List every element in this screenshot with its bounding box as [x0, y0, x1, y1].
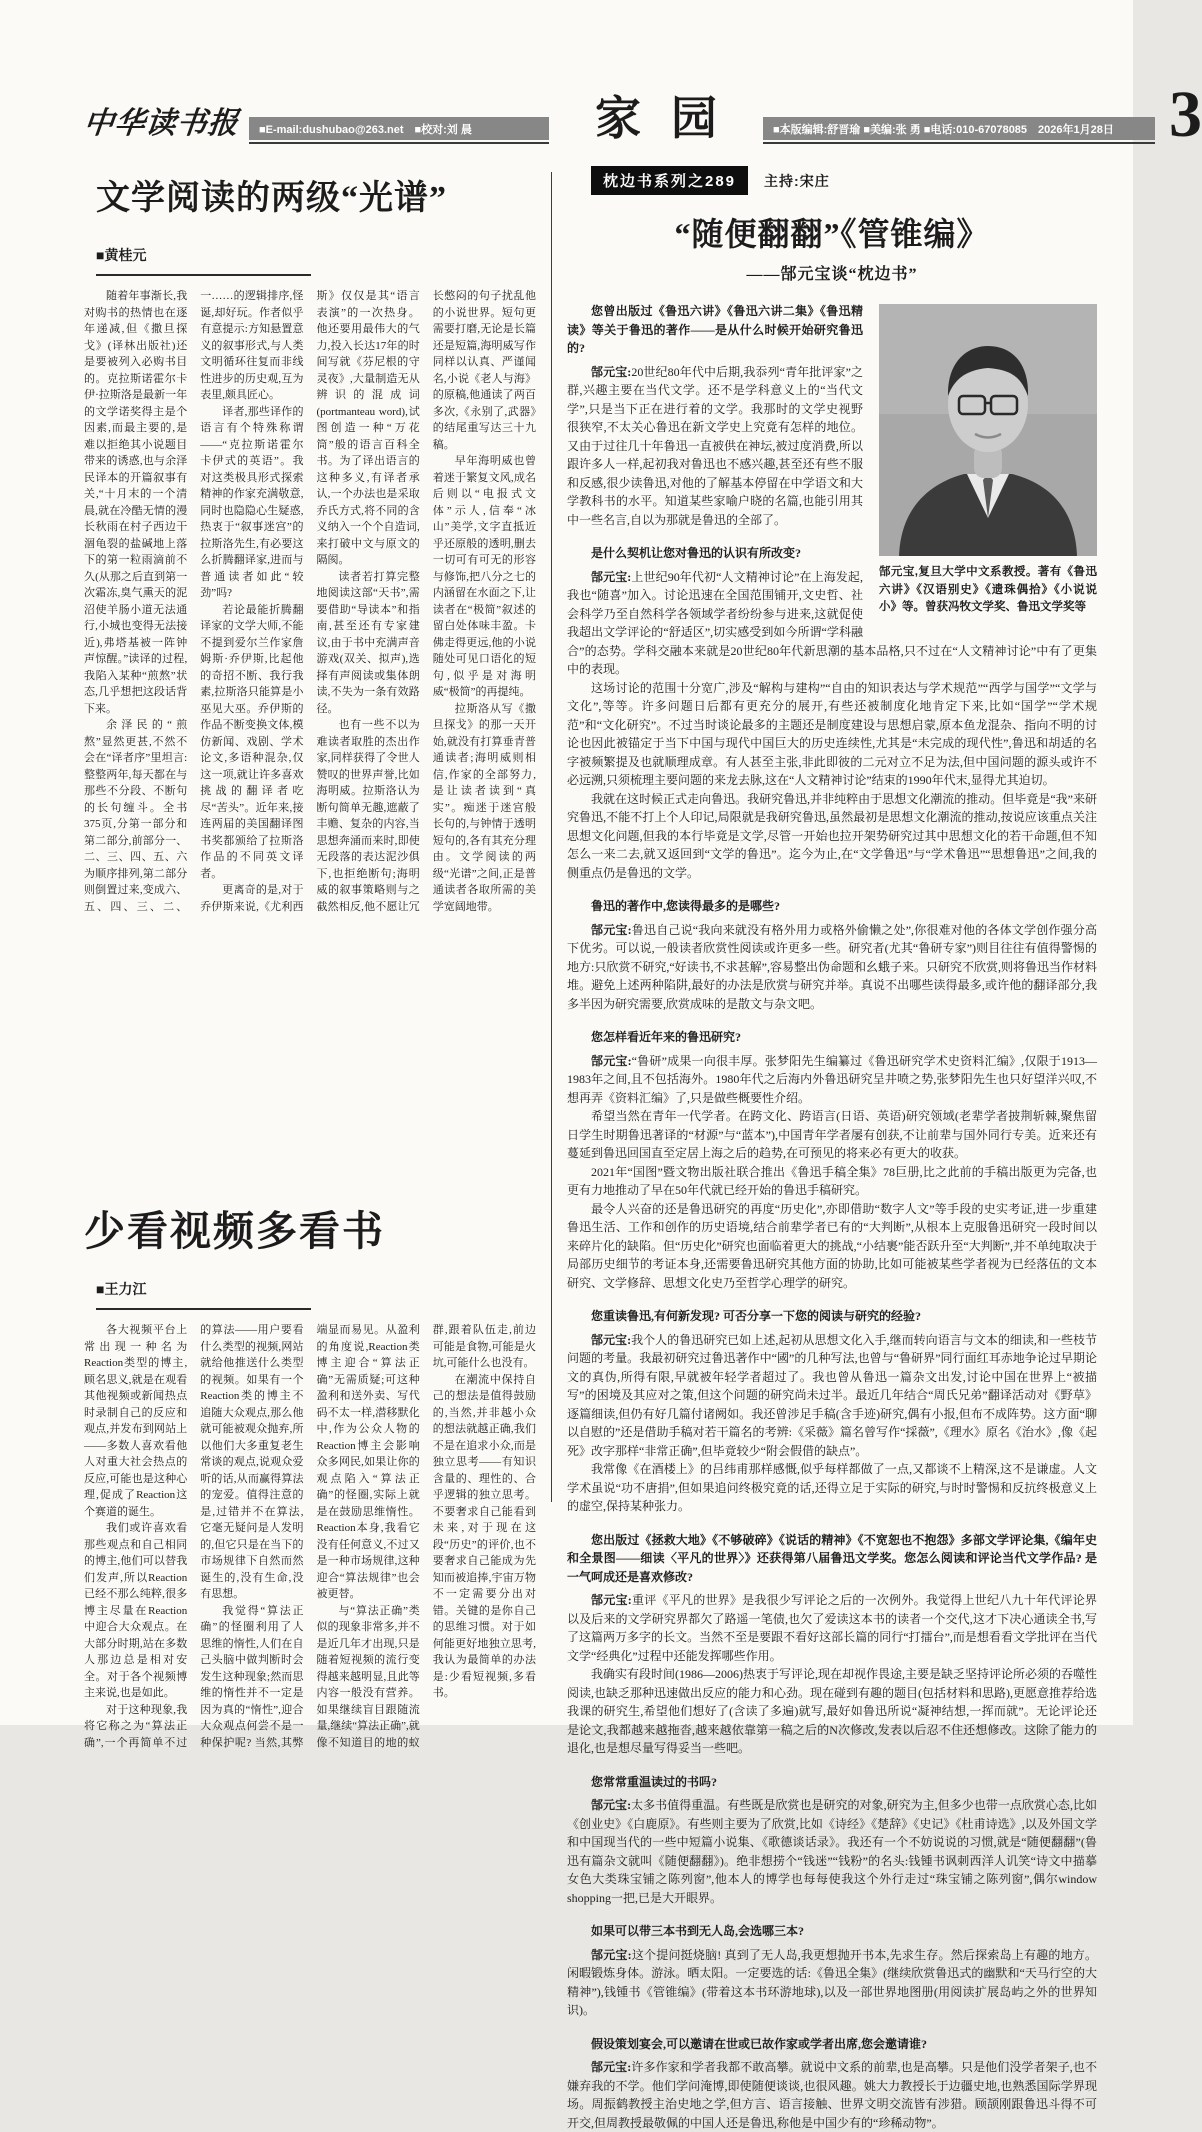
interview-answer-paragraph: 希望当然在青年一代学者。在跨文化、跨语言(日语、英语)研究领域(老辈学者披荆斩棘,聚焦留日学生时期鲁迅著译的“材源”与“蓝本”),中国青年学者屡有创获,不让前辈与国外同行专美。近来还有蔓延到鲁迅回国直至定居上海之后的趋势,在可预见的将来必有更大的收获。	[567, 1109, 1097, 1160]
article-paragraph: 我们或许喜欢看那些观点和自己相同的博主,他们可以替我们发声,所以Reaction已经不那么纯粹,很多博主尽量在Reaction中迎合大众观点。在大部分时期,站在多数人那边总是相对安全。对于各个视频博主来说,也是如此。	[84, 1522, 188, 1699]
article1-text	[84, 288, 536, 1168]
interviewee-name: 郜元宝:	[591, 1593, 632, 1607]
interview-question: 假设策划宴会,可以邀请在世或已故作家或学者出席,您会邀请谁?	[591, 2036, 928, 2051]
article-paragraph: 余泽民的“煎熬”显然更甚,不然不会在“译者序”里坦言:整整两年,每天都在与那些不分段、不断句的长句缠斗。全书375页,分第一部分和第二部分,前部分一、二、三、四、五、六为顺序排列,第二部分则倒置过来,变成六、五、四、三、二、一……的逻辑排序,怪诞,却好玩。作者似乎有意提示:方知悬置意义的叙事形式,与人类文明循环往复而非线性进步的历史观,互为表里,颇具匠心。	[84, 290, 304, 913]
interview-answer-paragraph: 郜元宝:“鲁研”成果一向很丰厚。张梦阳先生编纂过《鲁迅研究学术史资料汇编》,仅限于1913—1983年之间,且不包括海外。1980年代之后海内外鲁迅研究呈井喷之势,张梦阳先生也只好望洋兴叹,不想再弄《资料汇编》了,只是做些概要性介绍。	[567, 1053, 1097, 1105]
article-paragraph: 对于这种现象,我将它称之为“算法正确”,一个再简单不过的算法——用户要看什么类型的视频,网站就给他推送什么类型的视频。如果有一个Reaction类的博主不追随大众观点,那么他就可能被观众抛弃,所以他们大多重复老生常谈的观点,说观众爱听的话,从而赢得算法的宠爱。值得注意的是,过错并不在算法,它毫无疑问是人发明的,但它只是在当下的市场规律下自然而然诞生的,没有生命,没有思想。	[84, 1324, 304, 1749]
section-title: 家园	[595, 93, 747, 144]
essay2-byline: ■王力江	[96, 1279, 311, 1310]
interviewee-name: 郜元宝:	[591, 1053, 632, 1068]
interviewee-name: 郜元宝:	[591, 922, 632, 937]
paper-logo: 中华读书报	[82, 107, 241, 140]
article-paragraph: 在潮流中保持自己的想法是值得鼓励的,当然,并非越小众的想法就越正确,我们不是在追求小众,而是独立思考——有知识含量的、理性的、合乎逻辑的独立思考。不要奢求自己能看到未来,对于现在这段“历史”的评价,也不要奢求自己能成为先知而被追捧,宇宙万物不一定需要分出对错。关键的是你自己的思维习惯。对于如何能更好地独立思考,我认为最简单的办法是:少看短视频,多看书。	[432, 1373, 536, 1699]
interviewee-name: 郜元宝:	[591, 364, 632, 379]
main-content	[84, 166, 1097, 2132]
interview-answer-paragraph: 郜元宝:我个人的鲁迅研究已如上述,起初从思想文化入手,继而转向语言与文本的细读,和一些枝节问题的考量。我最初研究过鲁迅著作中“國”的几种写法,也曾与“鲁研界”同行面红耳赤地争论过早期论文的真伪,所得有限,早就被年轻学者超过了。我也曾从鲁迅一篇杂文出发,讨论中国在世界上“被描写”的困境及其应对之策,但这个问题的研究尚未过半。最近几年结合“周氏兄弟”翻译活动对《野草》逐篇细读,但仍有好几篇付诸阙如。我还曾涉足手稿(含手迹)研究,偶有小报,但布不成阵势。这方面“聊以自慰的”还是借助手稿对若干篇名的考辨:《采薇》篇名曾写作“採薇”,《理水》原名《治水》,像《起死》改字那样“非常正确”,但毕竟较少“附会假借的缺点”。	[567, 1332, 1097, 1458]
interview-question: 您出版过《拯救大地》《不够破碎》《说话的精神》《不宽恕也不抱怨》多部文学评论集,《编年史和全景图——细读〈平凡的世界〉》还获得第八届鲁迅文学奖。您怎么阅读和评论当代文学作品? 是一气呵成还是喜欢修改?	[567, 1532, 1097, 1584]
interviewee-name: 郜元宝:	[591, 1798, 632, 1812]
interview-question: 鲁迅的著作中,您读得最多的是哪些?	[591, 899, 781, 913]
essay1-title: 文学阅读的两级“光谱”	[96, 180, 447, 217]
interview-question: 您曾出版过《鲁迅六讲》《鲁迅六讲二集》《鲁迅精读》等关于鲁迅的著作——是从什么时候开始研究鲁迅的?	[567, 304, 863, 355]
photo-caption: 郜元宝,复旦大学中文系教授。著有《鲁迅六讲》《汉语别史》《遗珠偶拾》《小说说小》等。曾获冯牧文学奖、鲁迅文学奖等	[879, 566, 1097, 613]
column-divider-rule	[551, 172, 552, 1502]
interview-answer-paragraph: 郜元宝:许多作家和学者我都不敢高攀。就说中文系的前辈,也是高攀。只是他们没学者架子,也不嫌弃我的不学。他们学问淹博,即使随便谈谈,也很风趣。姚大力教授长于边疆史地,也熟悉国际学界现场。周振鹤教授主治史地之学,但方言、语言接触、世界文明交流皆有涉猎。顾颉刚跟鲁迅斗得不可开交,但周教授最敬佩的中国人还是鲁迅,称他是中国少有的“珍稀动物”。	[567, 2060, 1097, 2130]
interview-title: “随便翻翻”《管锥编》	[674, 216, 990, 252]
interview-answer-paragraph: 郜元宝:鲁迅自己说“我向来就没有格外用力或格外偷懒之处”,你很难对他的各体文学创作强分高下优劣。可以说,一般读者欣赏性阅读或许更多一些。研究者(尤其“鲁研专家”)则目往往有值得警惕的地方:只欣赏不研究,“好读书,不求甚解”,容易整出伪命题和幺蛾子来。只研究不欣赏,则将鲁迅当作材料堆。避免上述两种陷阱,最好的办法是欣赏与研究并举。真说不出哪些读得最多,或许他的翻译部分,我多半因为研究需要,欣赏成味的是散文与杂文吧。	[567, 922, 1097, 1011]
essay2-title: 少看视频多看书	[84, 1208, 385, 1254]
interview-answer-paragraph: 最令人兴奋的还是鲁迅研究的再度“历史化”,亦即借助“数字人文”等手段的史实考证,进一步重建鲁迅生活、工作和创作的历史语境,结合前辈学者已有的“大判断”,从根本上克服鲁迅研究一段时间以来碎片化的缺陷。但“历史化”研究也面临着更大的挑战,“小结裹”能否跃升至“大判断”,并不单纯取决于局部历史细节的考证本身,还需要鲁迅研究其他方面的协助,比如可能被某些学者视为已经落伍的文本研究、文学修辞、思想文化史乃至哲学心理学的研究。	[567, 1201, 1097, 1290]
article-paragraph: 各大视频平台上常出现一种名为Reaction类型的博主,顾名思义,就是在观看其他视频或新闻热点时录制自己的反应和观点,并发布到网站上——多数人喜欢看他人对重大社会热点的反应,可能也是这种心理,促成了Reaction这个赛道的诞生。	[84, 1324, 188, 1518]
masthead-left-bar: ■E-mail:dushubao@263.net ■校对:刘 晨	[249, 117, 549, 140]
series-tag-row	[591, 166, 1097, 195]
interviewee-name: 郜元宝:	[591, 1947, 632, 1962]
interview-answer-paragraph: 郜元宝:重评《平凡的世界》是我很少写评论之后的一次例外。我觉得上世纪八九十年代评论界以及后来的文学研究界都欠了路遥一笔债,也欠了爱读这本书的读者一个交代,这才下决心通读全书,写了这篇两万多字的长文。当然不至是要跟不看好这部长篇的同行“打擂台”,而是想看看文学批评在当代文学“经典化”过程中还能发挥哪些作用。	[567, 1593, 1097, 1663]
article-paragraph: 我觉得“算法正确”的怪圈利用了人思维的惰性,人们在自己头脑中做判断时会发生这种现象;然而思维的惰性并不一定是因为真的“惰性”,迎合大众观点何尝不是一种保护呢? 当然,其弊端显而易见。从盈利的角度说,Reaction类博主迎合“算法正确”无需质疑;可这种盈利和送外卖、写代码不太一样,潜移默化中,作为公众人物的Reaction博主会影响众多网民,如果让你的观点陷入“算法正确”的怪圈,实际上就是在鼓励思维惰性。Reaction本身,我看它没有任何意义,不过又是一种市场规律,这种迎合“算法规律”也会被更替。	[200, 1324, 420, 1749]
left-column-region	[84, 166, 536, 2132]
interview-question: 是什么契机让您对鲁迅的认识有所改变?	[591, 546, 802, 560]
masthead-right-bar-wrap	[763, 117, 1155, 144]
page-number: 3	[1169, 77, 1202, 151]
interviewee-name: 郜元宝:	[591, 569, 632, 584]
article-paragraph: 也有一些不以为难读者取胜的杰出作家,同样获得了令世人赞叹的世界声誉,比如海明威。拉斯洛认为断句简单无趣,遮蔽了丰赡、复杂的内容,当思想奔涌而来时,即使无段落的表达泥沙俱下,也拒绝断句;海明威的叙事策略则与之截然相反,他不愿让冗长憋闷的句子扰乱他的小说世界。短句更需要打磨,无论是长篇还是短篇,海明威写作同样以认真、严谨闻名,小说《老人与海》的原稿,他通读了两百多次,《永别了,武器》的结尾重写达三十九稿。	[316, 290, 536, 913]
article-paragraph: 随着年事渐长,我对购书的热情也在逐年递减,但《撒旦探戈》(译林出版社)还是要被列入必购书目的。克拉斯诺霍尔卡伊·拉斯洛是最新一年的文学诺奖得主是个因素,而最主要的,是难以拒绝其小说题目带来的诱惑,也与余泽民译本的开篇叙事有关,“十月末的一个清晨,就在冷酷无情的漫长秋雨在村子西边干涸龟裂的盐碱地上落下的第一粒雨滴前不久(从那之后直到第一次霜冻,臭气熏天的泥沼使羊肠小道无法通行,小城也变得无法接近),弗塔基被一阵钟声惊醒。”读译的过程,我陷入某种“煎熬”状态,几乎想把这段话背下来。	[84, 290, 188, 715]
interview-body	[567, 302, 1097, 2132]
article-paragraph: 若论最能折腾翻译家的文学大师,不能不提到爱尔兰作家詹姆斯·乔伊斯,比起他的奇招不断、我行我素,拉斯洛只能算是小巫见大巫。乔伊斯的作品不断变换文体,模仿新闻、戏剧、学术论文,多语种混杂,仅这一项,就让许多喜欢挑战的翻译者吃尽“苦头”。近年来,接连两届的美国翻译图书奖都颁给了拉斯洛作品的不同英文译者。	[200, 603, 304, 880]
portrait-photo	[879, 304, 1097, 556]
interview-answer-paragraph: 郜元宝:20世纪80年代中后期,我忝列“青年批评家”之群,兴趣主要在当代文学。还不是学科意义上的“当代文学”,只是当下正在进行着的文学。我那时的文学史视野很狭窄,不太关心鲁迅在新文学史上究竟有怎样的地位。又由于过往几十年鲁迅一直被供在神坛,被过度消费,所以跟许多人一样,起初我对鲁迅也不感兴趣,甚至还有些不服和反感,很少读鲁迅,对他的了解基本停留在中学语文和大学教科书的水平。知道某些家喻户晓的名篇,也能引用其中一些名言,自以为那就是鲁迅的全部了。	[567, 364, 864, 527]
interview-answer-paragraph: 这场讨论的范围十分宽广,涉及“解构与建构”“自由的知识表达与学术规范”“西学与国学”“文学与文化”,等等。许多问题日后都有更充分的展开,有些还被制度化地肯定下来,比如“国学”“学术规范”和“文化研究”。不过当时谈论最多的主题还是制度建设与思想启蒙,原本鱼龙混杂、指向不明的讨论也因此被锚定于当下中国与现代中国巨大的历史连续性,尤其是“未完成的现代性”,鲁迅和胡适的名字被频繁提及也就顺理成章。有人甚至主张,非此即彼的二元对立不足为法,但中国问题的源头或许不必远溯,只须梳理主要问题的来龙去脉,这在“人文精神讨论”结束的1990年代末,显得尤其迫切。	[567, 680, 1097, 787]
article-paragraph: 读者若打算完整地阅读这部“天书”,需要借助“导读本”和指南,甚至还有专家建议,由于书中充满声音游戏(双关、拟声),选择有声阅读或集体朗读,不失为一条有效路径。	[316, 570, 420, 715]
portrait-illustration	[879, 304, 1097, 556]
interviewee-name: 郜元宝:	[591, 2060, 632, 2074]
interview-question: 您常常重温读过的书吗?	[591, 1774, 718, 1789]
article2-text	[84, 1322, 536, 1751]
essay-literary-spectrum	[84, 170, 536, 1168]
article-paragraph: 拉斯洛从写《撒旦探戈》的那一天开始,就没有打算垂青普通读者;海明威则相信,作家的全部努力,是让读者读到“真实”。痴迷于迷宫般长句的,与钟情于透明短句的,各有其充分理由。文学阅读的两级“光谱”之间,正是普通读者各取所需的美学宽阔地带。	[432, 702, 536, 913]
interview-answer-paragraph: 郜元宝:太多书值得重温。有些既是欣赏也是研究的对象,研究为主,但多少也带一点欣赏心态,比如《创业史》《白鹿原》。有些则主要为了欣赏,比如《诗经》《楚辞》《史记》《杜甫诗选》,以及外国文学和中国现当代的一些中短篇小说集、《歌德谈话录》。我还有一个不妨说说的习惯,就是“随便翻翻”(鲁迅有篇杂文就叫《随便翻翻》)。绝非想捞个“钱迷”“钱粉”的名头:钱锺书讽刺西洋人讥笑“诗文中描摹女色大类珠宝铺之陈列窗”,他本人的博学也每每使我这个外行走过“珠宝铺之陈列窗”,偶尔window shopping一把,已是大开眼界。	[567, 1798, 1097, 1905]
portrait-photo-box	[879, 304, 1097, 617]
article-paragraph: 与“算法正确”类似的现象非常多,并不是近几年才出现,只是随着短视频的流行变得越来越明显,且此等内容一般没有营养。如果继续盲目跟随流量,继续“算法正确”,就像不知道目的地的蚁群,跟着队伍走,前边可能是食物,可能是火坑,可能什么也没有。	[316, 1324, 536, 1749]
interview-question: 您怎样看近年来的鲁迅研究?	[591, 1030, 742, 1044]
interview-answer-paragraph: 郜元宝:上世纪90年代初“人文精神讨论”在上海发起,我也“随喜”加入。讨论迅速在全国范围铺开,文史哲、社会科学乃至自然科学各领域学者纷纷参与进来,这就促使我超出文学评论的“舒适区”,切实感受到如今所谓“学科融合”的态势。学科交融本来就是20世纪80年代新思潮的基本品格,只不过在“人文精神讨论”中有了更集中的表现。	[567, 569, 1097, 676]
interview-answer-paragraph: 2021年“国图”暨文物出版社联合推出《鲁迅手稿全集》78巨册,比之此前的手稿出版更为完备,也更有力地推动了早在50年代就已经开始的鲁迅手稿研究。	[567, 1164, 1097, 1197]
essay1-byline: ■黄桂元	[96, 245, 311, 276]
interview-answer-paragraph: 我就在这时候正式走向鲁迅。我研究鲁迅,并非纯粹由于思想文化潮流的推动。但毕竟是“我”来研究鲁迅,不能不打上个人印记,局限就是我研究鲁迅,虽然最初是思想文化潮流的推动,按说应该重点关注思想文化问题,但我的本行毕竟是文学,尽管一开始也拉开架势研究过其中思想文化的若干命题,但不知怎么一来二去,就又返回到“文学的鲁迅”。迄今为止,在“文学鲁迅”与“学术鲁迅”“思想鲁迅”之间,我的侧重点仍是鲁迅的文学。	[567, 791, 1097, 880]
series-tag-badge: 枕边书系列之289	[591, 166, 748, 195]
series-host: 主持:宋庄	[764, 172, 830, 189]
masthead-right-bar: ■本版编辑:舒晋瑜 ■美编:张 勇 ■电话:010-67078085 2026年1月28日	[763, 117, 1155, 140]
interviewee-name: 郜元宝:	[591, 1332, 632, 1347]
interview-answer-paragraph: 我确实有段时间(1986—2006)热衷于写评论,现在却视作畏途,主要是缺乏坚持评论所必须的吞噬性阅读,也缺乏那种迅速做出反应的能力和心劲。现在碰到有趣的题目(包括材料和思路),更愿意推荐给选我课的研究生,希望他们想好了(含读了多遍)就写,最好如鲁迅所说“凝神结想,一挥而就”。无论评论还是论文,我都越来越拖沓,越来越依靠第一稿之后的N次修改,发表以后忍不住还想修改。这除了能力的退化,也是想尽量写得妥当一些吧。	[567, 1667, 1097, 1755]
interview-answer-paragraph: 我常像《在酒楼上》的吕纬甫那样感慨,似乎每样都做了一点,又都谈不上精深,这不是谦虚。人文学术虽说“功不唐捐”,但如果追问终极究竟的话,还得立足于实际的研究,与时时警惕和反抗终极意义上的虚空,保持某种张力。	[567, 1462, 1097, 1513]
masthead-left-bar-wrap	[249, 117, 549, 144]
interview-question: 您重读鲁迅,有何新发现? 可否分享一下您的阅读与研究的经验?	[591, 1309, 922, 1323]
essay-watch-less-read-more	[84, 1198, 536, 1751]
interview-subtitle: ——郜元宝谈“枕边书”	[746, 266, 918, 283]
article-paragraph: 更离奇的是,对于乔伊斯来说,《尤利西斯》仅仅是其“语言表演”的一次热身。他还要用最伟大的气力,投入长达17年的时间写就《芬尼根的守灵夜》,大量制造无从辨识的混成词(portmanteau word),试图创造一种“万花筒”般的语言百科全书。为了译出语言的这种多义,有译者承认,一个办法也是采取乔氏方式,将不同的含义纳入一个个自造词,来打破中文与原文的隔阂。	[200, 290, 420, 913]
article-paragraph: 早年海明威也曾着迷于繁复文风,成名后则以“电报式文体”示人,信奉“冰山”美学,文字直抵近乎还原般的透明,删去一切可有可无的形容与修饰,把八分之七的内涵留在水面之下,让读者在“极简”叙述的留白处体味丰盈。卡佛走得更远,他的小说随处可见口语化的短句,似乎是对海明威“极简”的再提纯。	[432, 455, 536, 698]
masthead	[82, 77, 1202, 151]
article-paragraph: 译者,那些译作的语言有个特殊称谓——“克拉斯诺霍尔卡伊式的英语”。我对这类极具形式探索精神的作家充满敬意,同时也隐隐心生疑惑,热衷于“叙事迷宫”的拉斯洛先生,有必要这么折腾翻译家,进而与普通读者如此“较劲”吗?	[200, 405, 304, 599]
interview-region	[567, 166, 1097, 2132]
interview-answer-paragraph: 郜元宝:这个提问挺烧脑! 真到了无人岛,我更想抛开书本,先求生存。然后探索岛上有趣的地方。闲暇锻炼身体。游泳。晒太阳。一定要选的话:《鲁迅全集》(继续欣赏鲁迅式的幽默和“天马行空的大精神”),钱锺书《管锥编》(带着这本书环游地球),以及一部世界地图册(用阅读扩展岛屿之外的世界知识)。	[567, 1947, 1097, 2017]
interview-question: 如果可以带三本书到无人岛,会选哪三本?	[591, 1924, 805, 1938]
